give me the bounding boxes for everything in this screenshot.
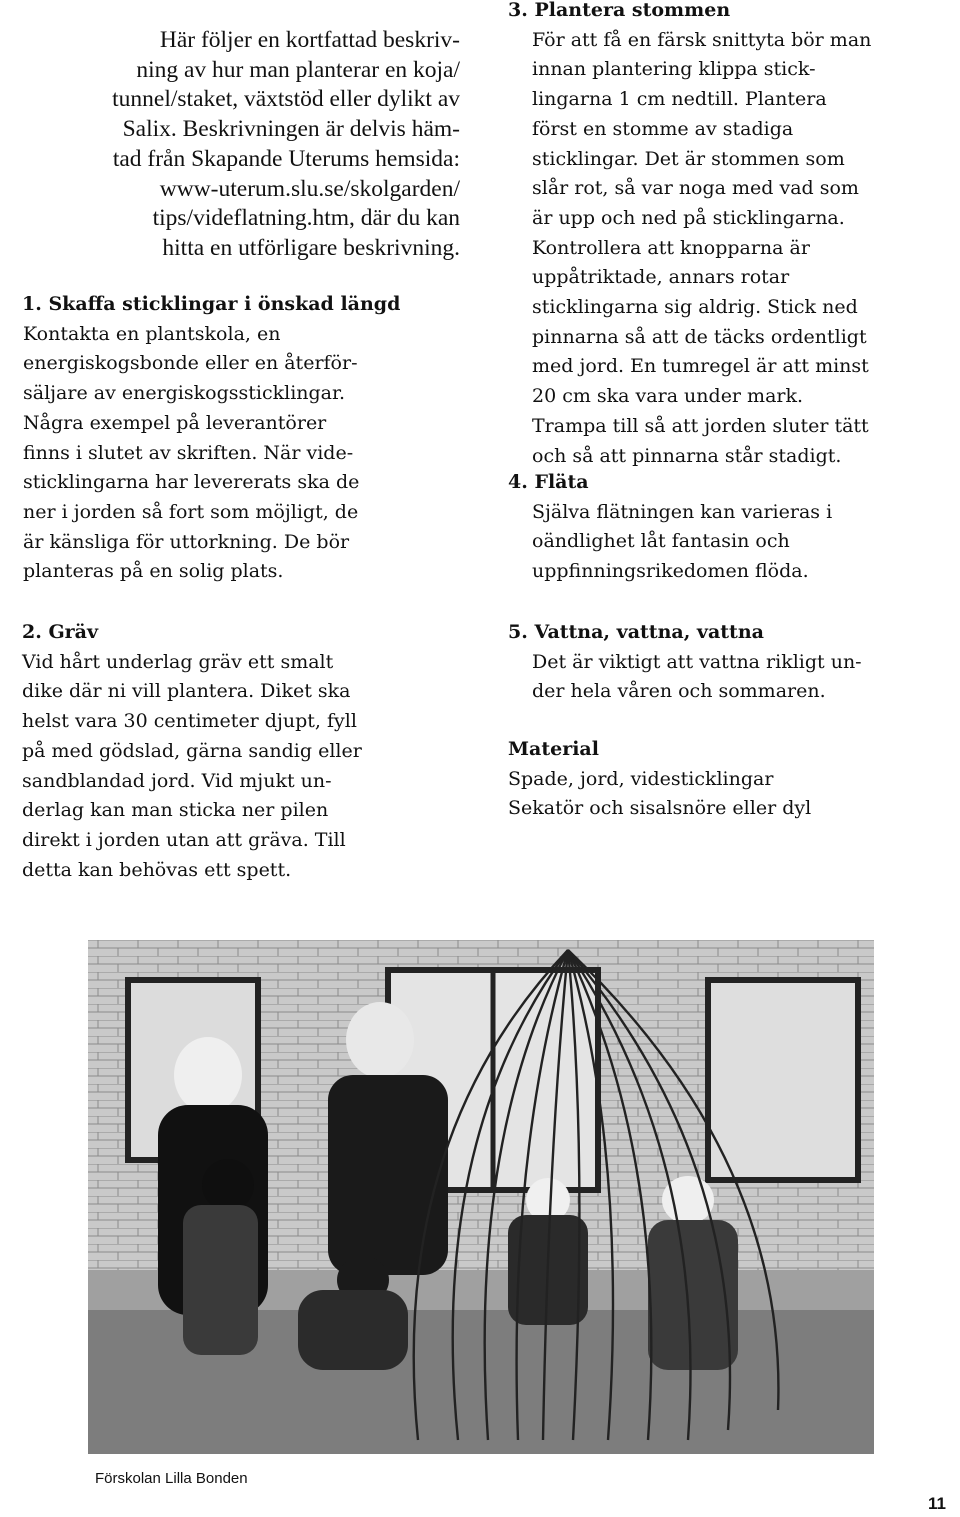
text-line: säljare av energiskogssticklingar. xyxy=(23,382,346,405)
section-4-body xyxy=(508,498,958,587)
text-line: Spade, jord, videsticklingar xyxy=(508,767,774,790)
text-line: oändlighet låt fantasin och xyxy=(532,530,790,553)
text-line: Trampa till så att jorden sluter tätt xyxy=(532,414,869,437)
section-1-body xyxy=(22,320,462,587)
material-body xyxy=(508,765,958,824)
text-line: på med gödslad, gärna sandig eller xyxy=(22,739,362,762)
text-line: direkt i jorden utan att gräva. Till xyxy=(22,828,346,851)
text-line: sandblandad jord. Vid mjukt un- xyxy=(22,769,332,792)
text-line: sticklingarna har levererats ska de xyxy=(23,471,360,494)
text-line: och så att pinnarna står stadigt. xyxy=(532,444,842,467)
text-line: Sekatör och sisalsnöre eller dyl xyxy=(508,797,812,820)
text-line: tips/videflatning.htm, där du kan xyxy=(152,205,460,232)
text-line: 20 cm ska vara under mark. xyxy=(532,385,804,408)
section-2-body xyxy=(22,648,462,886)
text-line: detta kan behövas ett spett. xyxy=(22,858,292,881)
section-2 xyxy=(22,618,462,885)
text-line: Själva flätningen kan varieras i xyxy=(532,500,833,523)
section-3-body xyxy=(508,26,958,472)
text-line: slår rot, så var noga med vad som xyxy=(532,177,859,200)
text-line: innan plantering klippa stick- xyxy=(532,58,816,81)
text-line: helst vara 30 centimeter djupt, fyll xyxy=(22,710,357,733)
section-5-heading: 5. Vattna, vattna, vattna xyxy=(508,621,764,643)
section-5-body xyxy=(508,648,958,707)
text-line: www-uterum.slu.se/skolgarden/ xyxy=(159,175,460,202)
text-line: är känsliga för uttorkning. De bör xyxy=(23,530,350,553)
text-line: uppåtriktade, annars rotar xyxy=(532,266,790,289)
text-line: med jord. En tumregel är att minst xyxy=(532,355,869,378)
photo-willow-dome xyxy=(88,940,874,1454)
text-line: Kontakta en plantskola, en xyxy=(23,322,281,345)
text-line: Salix. Beskrivningen är delvis häm- xyxy=(122,116,460,143)
material-heading: Material xyxy=(508,738,599,760)
text-line: Vid hårt underlag gräv ett smalt xyxy=(22,650,334,673)
text-line: pinnarna så att de täcks ordentligt xyxy=(532,325,867,348)
section-3-heading: 3. Plantera stommen xyxy=(508,0,731,21)
text-line: För att få en färsk snittyta bör man xyxy=(532,28,872,51)
text-line: Kontrollera att knopparna är xyxy=(532,236,810,259)
material-section xyxy=(508,735,958,824)
text-line: der hela våren och sommaren. xyxy=(532,680,826,703)
willow-dome-photo-illustration xyxy=(88,940,874,1454)
text-line: planteras på en solig plats. xyxy=(23,560,284,583)
section-3 xyxy=(508,0,958,471)
text-line: Några exempel på leverantörer xyxy=(23,411,327,434)
section-1 xyxy=(22,290,462,587)
page-number: 11 xyxy=(928,1494,946,1513)
text-line: är upp och ned på sticklingarna. xyxy=(532,206,845,229)
text-line: derlag kan man sticka ner pilen xyxy=(22,799,329,822)
text-line: sticklingarna sig aldrig. Stick ned xyxy=(532,296,858,319)
text-line: ner i jorden så fort som möjligt, de xyxy=(23,500,359,523)
text-line: tunnel/staket, växtstöd eller dylikt av xyxy=(112,86,460,113)
text-line: energiskogsbonde eller en återför- xyxy=(23,352,358,375)
text-line: hitta en utförligare beskrivning. xyxy=(162,234,460,261)
text-line: lingarna 1 cm nedtill. Plantera xyxy=(532,88,827,111)
section-5 xyxy=(508,618,958,707)
intro-paragraph xyxy=(30,26,460,264)
text-line: först en stomme av stadiga xyxy=(532,117,794,140)
text-line: finns i slutet av skriften. När vide- xyxy=(23,441,354,464)
text-line: Här följer en kortfattad beskriv- xyxy=(159,27,460,53)
text-line: uppfinningsrikedomen flöda. xyxy=(532,560,809,583)
text-line: ning av hur man planterar en koja/ xyxy=(136,56,460,83)
text-line: sticklingar. Det är stommen som xyxy=(532,147,845,170)
text-line: dike där ni vill plantera. Diket ska xyxy=(22,680,351,703)
text-line: tad från Skapande Uterums hemsida: xyxy=(112,145,460,172)
section-2-heading: 2. Gräv xyxy=(22,621,99,643)
section-1-heading: 1. Skaffa sticklingar i önskad längd xyxy=(22,293,401,315)
footer-caption: Förskolan Lilla Bonden xyxy=(95,1470,248,1487)
text-line: Det är viktigt att vattna rikligt un- xyxy=(532,650,862,673)
section-4 xyxy=(508,468,958,587)
section-4-heading: 4. Fläta xyxy=(508,471,589,493)
